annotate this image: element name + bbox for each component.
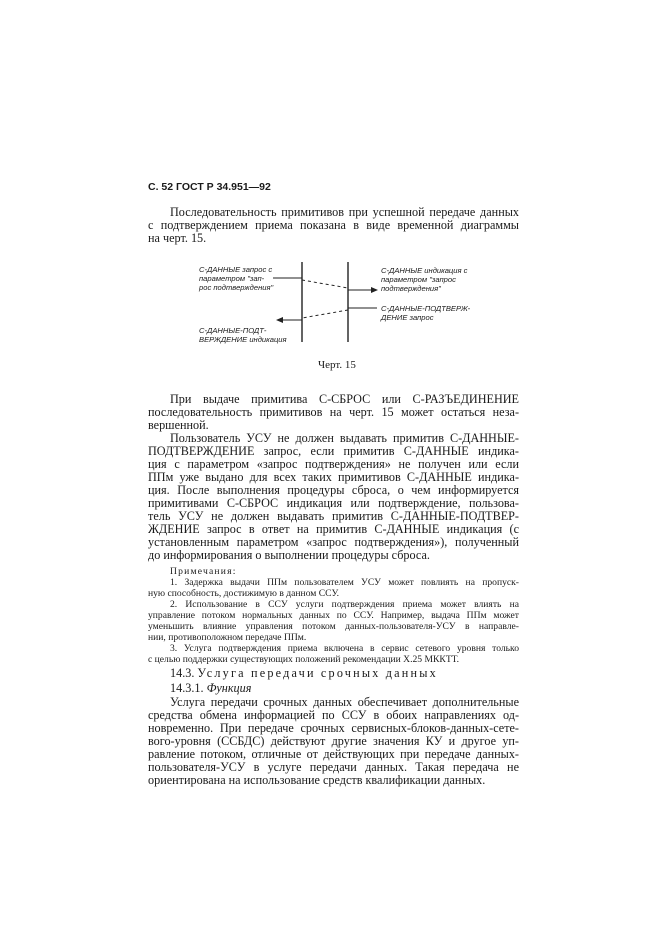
section-number: 14.3.: [170, 666, 195, 680]
para-line: до информирования о выполнении процедуры сброса.: [148, 548, 430, 562]
para-line: тель УСУ не должен выдавать примитив С-ДАННЫЕ-ПОДТВЕР-: [148, 509, 519, 523]
note-line: с целью поддержки существующих положений рекомендации Х.25 МККТТ.: [148, 654, 459, 665]
para-line: Услуга передачи срочных данных обеспечивает дополнительные: [170, 695, 519, 709]
label-line: подтверждения": [381, 284, 441, 293]
para-line: ПОДТВЕРЖДЕНИЕ запрос, если примитив С-ДАННЫЕ индика-: [148, 444, 519, 458]
para-line: последовательность примитивов на черт. 15 может остаться неза-: [148, 405, 519, 419]
label-line: ВЕРЖДЕНИЕ индикация: [199, 335, 287, 344]
label-data-indication: [381, 266, 467, 293]
conf-dashed-line: [302, 310, 348, 318]
label-line: ДЕНИЕ запрос: [381, 313, 434, 322]
label-line: рос подтверждения": [199, 283, 274, 292]
label-line: С-ДАННЫЕ-ПОДТВЕРЖ-: [381, 304, 471, 313]
req-dashed-line: [302, 280, 348, 288]
intro-paragraph: [148, 206, 519, 245]
subsection-title: Функция: [206, 681, 252, 695]
para-line: равление потоком, отличные от действующих при передаче данных-: [148, 747, 519, 761]
note-line: уменьшить влияние управления потоком данных-пользователя-УСУ в направле-: [148, 621, 519, 632]
note-line: нии, противоположном передаче ППм.: [148, 632, 307, 643]
note-line: 3. Услуга подтверждения приема включена в сервис сетевого уровня только: [170, 643, 519, 654]
para-line: Пользователь УСУ не должен выдавать примитив С-ДАННЫЕ-: [170, 431, 519, 445]
para-line: ППм уже выдано для всех таких примитивов С-ДАННЫЕ индика-: [148, 470, 519, 484]
label-line: параметром "запрос: [381, 275, 456, 284]
label-line: С-ДАННЫЕ-ПОДТ-: [199, 326, 267, 335]
para-line: новременно. При передаче срочных сервисных-блоков-данных-сете-: [148, 721, 519, 735]
subsection-heading: [170, 681, 251, 696]
intro-line: Последовательность примитивов при успешной передаче данных: [170, 205, 519, 219]
ind-arrowhead: [371, 287, 378, 293]
para-line: ориентирована на использование средств квалификации данных.: [148, 773, 486, 787]
para-line: ЖДЕНИЕ запрос в ответ на примитив С-ДАННЫЕ индикация (с: [148, 522, 519, 536]
note-line: ную способность, достижимую в данном ССУ.: [148, 588, 340, 599]
time-sequence-diagram: [195, 260, 525, 370]
label-line: С-ДАННЫЕ запрос с: [199, 265, 273, 274]
intro-line: с подтверждением приема показана в виде временной диаграммы: [148, 218, 519, 232]
section-title: Услуга передачи срочных данных: [197, 666, 438, 680]
label-confirm-indication: [199, 326, 287, 344]
intro-line: на черт. 15.: [148, 231, 207, 245]
note-line: 2. Использование в ССУ услуги подтверждения приема может влиять на: [170, 599, 519, 610]
subsection-number: 14.3.1.: [170, 681, 204, 695]
label-confirm-request: [381, 304, 470, 322]
note-line: 1. Задержка выдачи ППм пользователем УСУ может повлиять на пропуск-: [170, 577, 519, 588]
para-line: примитивами С-СБРОС индикация или подтверждение, пользова-: [148, 496, 519, 510]
page-header: С. 52 ГОСТ Р 34.951—92: [148, 181, 271, 193]
notes-title: Примечания:: [170, 566, 237, 577]
para-line: вого-уровня (ССБДС) действуют другие значения КУ и другое уп-: [148, 734, 519, 748]
notes-block: [148, 566, 519, 665]
paragraph-expedited-data: [148, 696, 519, 787]
note-line: управление потоком нормальных данных по ССУ. Например, выдача ППм может: [148, 610, 519, 621]
label-line: С-ДАННЫЕ индикация с: [381, 266, 468, 275]
paragraph-reset: [148, 393, 519, 432]
para-line: пользователя-УСУ в услуге передачи данных. Такая передача не: [148, 760, 519, 774]
para-line: средства обмена информацией по ССУ в обоих направлениях од-: [148, 708, 519, 722]
para-line: При выдаче примитива С-СБРОС или С-РАЗЪЕДИНЕНИЕ: [170, 392, 519, 406]
figure-caption: Черт. 15: [318, 359, 356, 371]
para-line: ция с параметром «запрос подтверждения» не получен или если: [148, 457, 519, 471]
para-line: ция. После выполнения процедуры сброса, о чем информируется: [148, 483, 519, 497]
section-heading: [170, 666, 438, 681]
conf-ind-arrowhead: [276, 317, 283, 323]
label-data-request: [199, 265, 273, 292]
para-line: установленным параметром «запрос подтверждения»), полученный: [148, 535, 519, 549]
label-line: параметром "зап-: [199, 274, 265, 283]
para-line: вершенной.: [148, 418, 209, 432]
paragraph-user-restriction: [148, 432, 519, 562]
